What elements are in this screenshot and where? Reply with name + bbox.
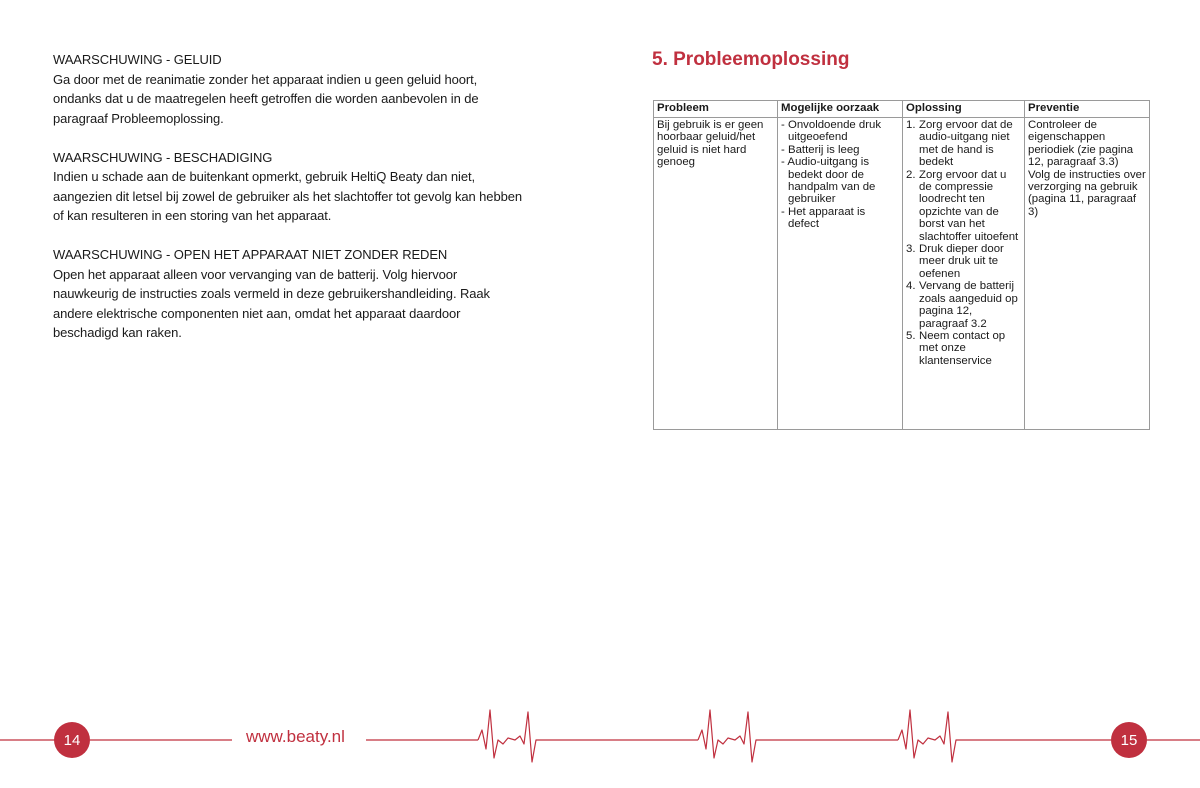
list-item: - Batterij is leeg (781, 144, 899, 156)
problem-text: Bij gebruik is er geen hoorbaar geluid/het geluid is niet hard genoeg (657, 119, 764, 169)
item-text: Vervang de batterij zoals aangeduid op pagina 12, paragraaf 3.2 (919, 280, 1018, 330)
list-item: - Onvoldoende druk uitgeoefend (781, 119, 899, 144)
cell-causes (778, 118, 903, 430)
item-text: Zorg ervoor dat u de compressie loodrecht ten opzichte van de borst van het slachtoffer uitoefent (919, 168, 1019, 243)
troubleshooting-table (653, 100, 1150, 430)
item-number: 5. (906, 329, 916, 342)
table-row (654, 118, 1150, 430)
cell-solutions (903, 118, 1025, 430)
item-text: Zorg ervoor dat de audio-uitgang niet met de hand is bedekt (919, 119, 1013, 169)
item-number: 4. (906, 280, 916, 293)
list-item: - Het apparaat is defect (781, 206, 899, 231)
cell-problem (654, 118, 778, 430)
table-header-row (654, 101, 1150, 118)
list-item: Controleer de eigenschappen periodiek (zie pagina 12, paragraaf 3.3) (1028, 119, 1134, 169)
left-page-text (53, 50, 523, 362)
header-prevention: Preventie (1025, 101, 1150, 118)
warning-damage (53, 148, 523, 226)
item-number: 1. (906, 119, 916, 131)
list-item (906, 243, 1021, 280)
warning-title: WAARSCHUWING - OPEN HET APPARAAT NIET ZONDER REDEN (53, 247, 448, 262)
list-item: - Audio-uitgang is bedekt door de handpalm van de gebruiker (781, 156, 899, 206)
warning-title: WAARSCHUWING - BESCHADIGING (53, 149, 273, 165)
list-item: Volg de instructies over verzorging na gebruik (pagina 11, paragraaf 3) (1028, 168, 1146, 218)
page-number-left: 14 (54, 722, 90, 758)
footer (0, 700, 1200, 780)
list-item (906, 169, 1021, 243)
item-text: Neem contact op met onze klantenservice (919, 329, 1006, 367)
warning-title: WAARSCHUWING - GELUID (53, 52, 222, 67)
warning-sound (53, 50, 523, 128)
header-problem: Probleem (654, 101, 778, 118)
section-title: 5. Probleemoplossing (652, 49, 850, 70)
header-solution: Oplossing (903, 101, 1025, 118)
cell-prevention (1025, 118, 1150, 430)
heartbeat-line-icon (0, 700, 1200, 780)
warning-open-device (53, 245, 523, 343)
warning-body: Open het apparaat alleen voor vervanging van de batterij. Volg hiervoor nauwkeurig de instructies zoals vermeld in deze gebruikershandleiding. Raak andere elektrische componenten niet aan, omdat het apparaat daardoor beschadigd kan raken. (53, 266, 490, 340)
item-number: 2. (906, 168, 916, 181)
page-number-right: 15 (1111, 722, 1147, 758)
causes-list (781, 119, 899, 231)
list-item (906, 330, 1021, 367)
warning-body: Indien u schade aan de buitenkant opmerkt, gebruik HeltiQ Beaty dan niet, aangezien dit letsel bij zowel de gebruiker als het slachtoffer tot gevolg kan hebben of kan resulteren in een storing van het apparaat. (53, 169, 522, 223)
warning-body: Ga door met de reanimatie zonder het apparaat indien u geen geluid hoort, ondanks dat u de maatregelen heeft getroffen die worden aanbevolen in de paragraaf Probleemoplossing. (53, 71, 479, 126)
website-url[interactable]: www.beaty.nl (246, 727, 345, 746)
solutions-list (906, 119, 1021, 367)
item-text: Druk dieper door meer druk uit te oefenen (919, 243, 1004, 280)
prevention-list (1028, 119, 1146, 218)
list-item (906, 280, 1021, 330)
item-number: 3. (906, 243, 916, 256)
list-item (906, 119, 1021, 169)
header-cause: Mogelijke oorzaak (778, 101, 903, 118)
